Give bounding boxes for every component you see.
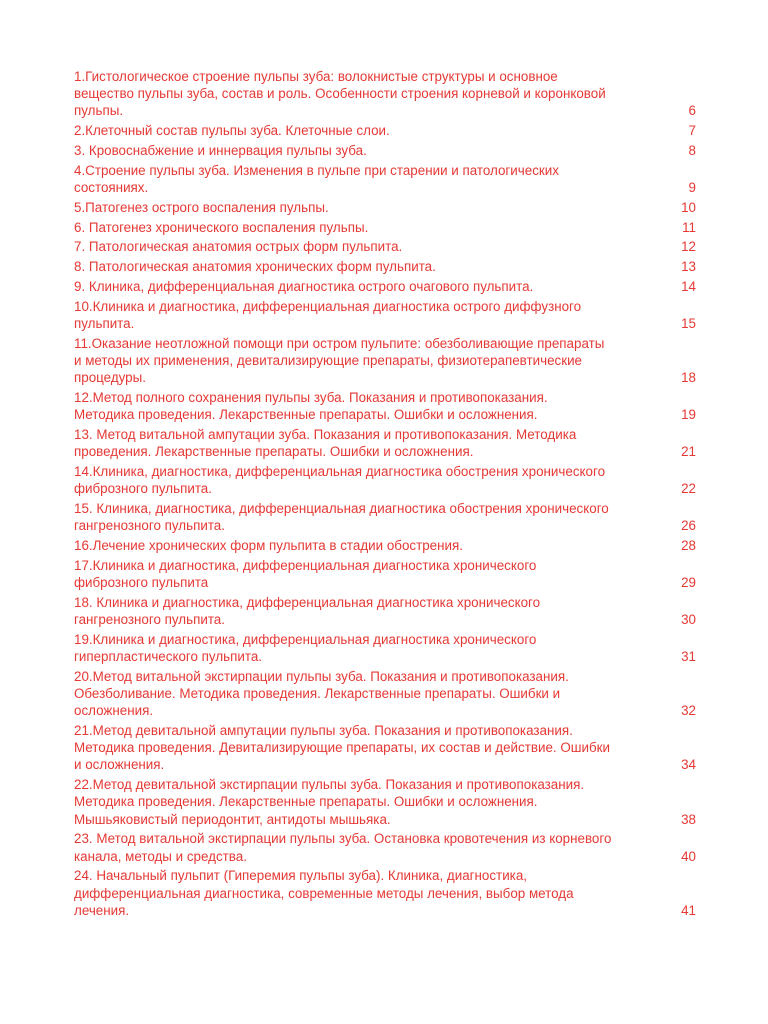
toc-entry-7[interactable] [74, 238, 694, 255]
entry-page-number: 11 [682, 219, 696, 235]
toc-entry-17[interactable] [74, 557, 694, 591]
entry-page-number: 6 [688, 103, 696, 119]
entry-page-number: 15 [681, 315, 696, 331]
toc-entry-22[interactable] [74, 776, 694, 828]
toc-entry-14[interactable] [74, 463, 694, 497]
entry-text: 3. Кровоснабжение и иннервация пульпы зуба. [74, 143, 367, 158]
toc-entry-3[interactable] [74, 142, 694, 159]
entry-text: 16.Лечение хронических форм пульпита в стадии обострения. [74, 537, 463, 553]
toc-entry-2[interactable] [74, 122, 694, 139]
toc-entry-19[interactable] [74, 631, 694, 665]
toc-entry-1[interactable] [74, 68, 694, 120]
entry-page-number: 28 [681, 537, 696, 553]
entry-page-number: 32 [681, 703, 696, 719]
entry-text: 8. Патологическая анатомия хронических форм пульпита. [74, 259, 436, 275]
toc-entry-11[interactable] [74, 335, 694, 387]
entry-page-number: 31 [681, 648, 696, 664]
entry-text: 18. Клиника и диагностика, дифференциальная диагностика хронического гангренозного пульпита. [74, 594, 541, 627]
entry-text: 6. Патогенез хронического воспаления пульпы. [74, 219, 369, 235]
toc-entry-15[interactable] [74, 500, 694, 534]
toc-entry-16[interactable] [74, 537, 694, 554]
toc-entry-23[interactable] [74, 830, 694, 864]
entry-page-number: 10 [681, 199, 696, 215]
entry-page-number: 18 [681, 370, 696, 386]
entry-page-number: 19 [681, 407, 696, 423]
entry-text: 2.Клеточный состав пульпы зуба. Клеточные слои. [74, 123, 390, 139]
entry-text: 13. Метод витальной ампутации зуба. Показания и противопоказания. Методика проведения. Лекарственные препараты. Ошибки и осложнения. [74, 426, 577, 460]
entry-text: 12.Метод полного сохранения пульпы зуба. Показания и противопоказания. Методика проведения. Лекарственные препараты. Ошибки и осложнения. [74, 389, 548, 423]
entry-text: 22.Метод девитальной экстирпации пульпы зуба. Показания и противопоказания. Методика проведения. Лекарственные препараты. Ошибки и осложнения. Мышьяковистый периодонтит, антидоты мышьяка. [74, 777, 585, 827]
entry-text: 20.Метод витальной экстирпации пульпы зуба. Показания и противопоказания. Обезболивание. Методика проведения. Лекарственные препараты. Ошибки и осложнения. [74, 668, 569, 719]
entry-page-number: 34 [681, 757, 696, 773]
entry-text: 14.Клиника, диагностика, дифференциальная диагностика обострения хронического фиброзного пульпита. [74, 463, 606, 497]
toc-entry-5[interactable] [74, 199, 694, 216]
entry-text: 24. Начальный пульпит (Гиперемия пульпы зуба). Клиника, диагностика, дифференциальная диагностика, современные методы лечения, выбор метода лечения. [74, 868, 574, 918]
entry-text: 1.Гистологическое строение пульпы зуба: волокнистые структуры и основное вещество пульпы зуба, состав и роль. Особенности строения корневой и коронковой пульпы. [74, 69, 606, 119]
entry-page-number: 30 [681, 611, 696, 627]
entry-page-number: 21 [681, 444, 696, 460]
entry-page-number: 8 [688, 143, 696, 158]
entry-page-number: 13 [681, 259, 696, 275]
entry-text: 19.Клиника и диагностика, дифференциальная диагностика хронического гиперпластического пульпита. [74, 631, 537, 664]
entry-text: 4.Строение пульпы зуба. Изменения в пульпе при старении и патологических состояниях. [74, 162, 559, 195]
entry-text: 23. Метод витальной экстирпации пульпы зуба. Остановка кровотечения из корневого канала, методы и средства. [74, 831, 612, 864]
entry-text: 15. Клиника, диагностика, дифференциальная диагностика обострения хронического гангренозного пульпита. [74, 500, 609, 534]
entry-page-number: 12 [681, 239, 696, 255]
entry-text: 5.Патогенез острого воспаления пульпы. [74, 199, 329, 215]
entry-page-number: 29 [681, 574, 696, 590]
toc-entry-24[interactable] [74, 867, 694, 919]
toc-entry-4[interactable] [74, 162, 694, 196]
toc-entry-8[interactable] [74, 258, 694, 275]
entry-text: 17.Клиника и диагностика, дифференциальная диагностика хронического фиброзного пульпита [74, 557, 537, 590]
entry-page-number: 14 [681, 278, 696, 294]
entry-text: 11.Оказание неотложной помощи при остром пульпите: обезболивающие препараты и методы их применения, девитализирующие препараты, физиотерапевтические процедуры. [74, 335, 605, 386]
toc-entry-12[interactable] [74, 389, 694, 423]
entry-page-number: 7 [688, 123, 696, 139]
entry-page-number: 9 [688, 180, 696, 195]
entry-page-number: 40 [681, 848, 696, 864]
toc-entry-18[interactable] [74, 594, 694, 628]
entry-page-number: 41 [681, 902, 696, 918]
entry-text: 21.Метод девитальной ампутации пульпы зуба. Показания и противопоказания. Методика проведения. Девитализирующие препараты, их состав и действие. Ошибки и осложнения. [74, 722, 610, 773]
toc-entry-20[interactable] [74, 668, 694, 720]
toc-entry-13[interactable] [74, 426, 694, 460]
toc-entry-6[interactable] [74, 219, 694, 236]
toc-entry-9[interactable] [74, 278, 694, 295]
entry-page-number: 22 [681, 481, 696, 497]
entry-page-number: 26 [681, 518, 696, 534]
table-of-contents [74, 68, 694, 922]
toc-entry-10[interactable] [74, 298, 694, 332]
entry-text: 10.Клиника и диагностика, дифференциальная диагностика острого диффузного пульпита. [74, 298, 582, 331]
entry-text: 9. Клиника, дифференциальная диагностика острого очагового пульпита. [74, 278, 534, 294]
entry-page-number: 38 [681, 811, 696, 827]
toc-entry-21[interactable] [74, 722, 694, 774]
entry-text: 7. Патологическая анатомия острых форм пульпита. [74, 239, 403, 255]
